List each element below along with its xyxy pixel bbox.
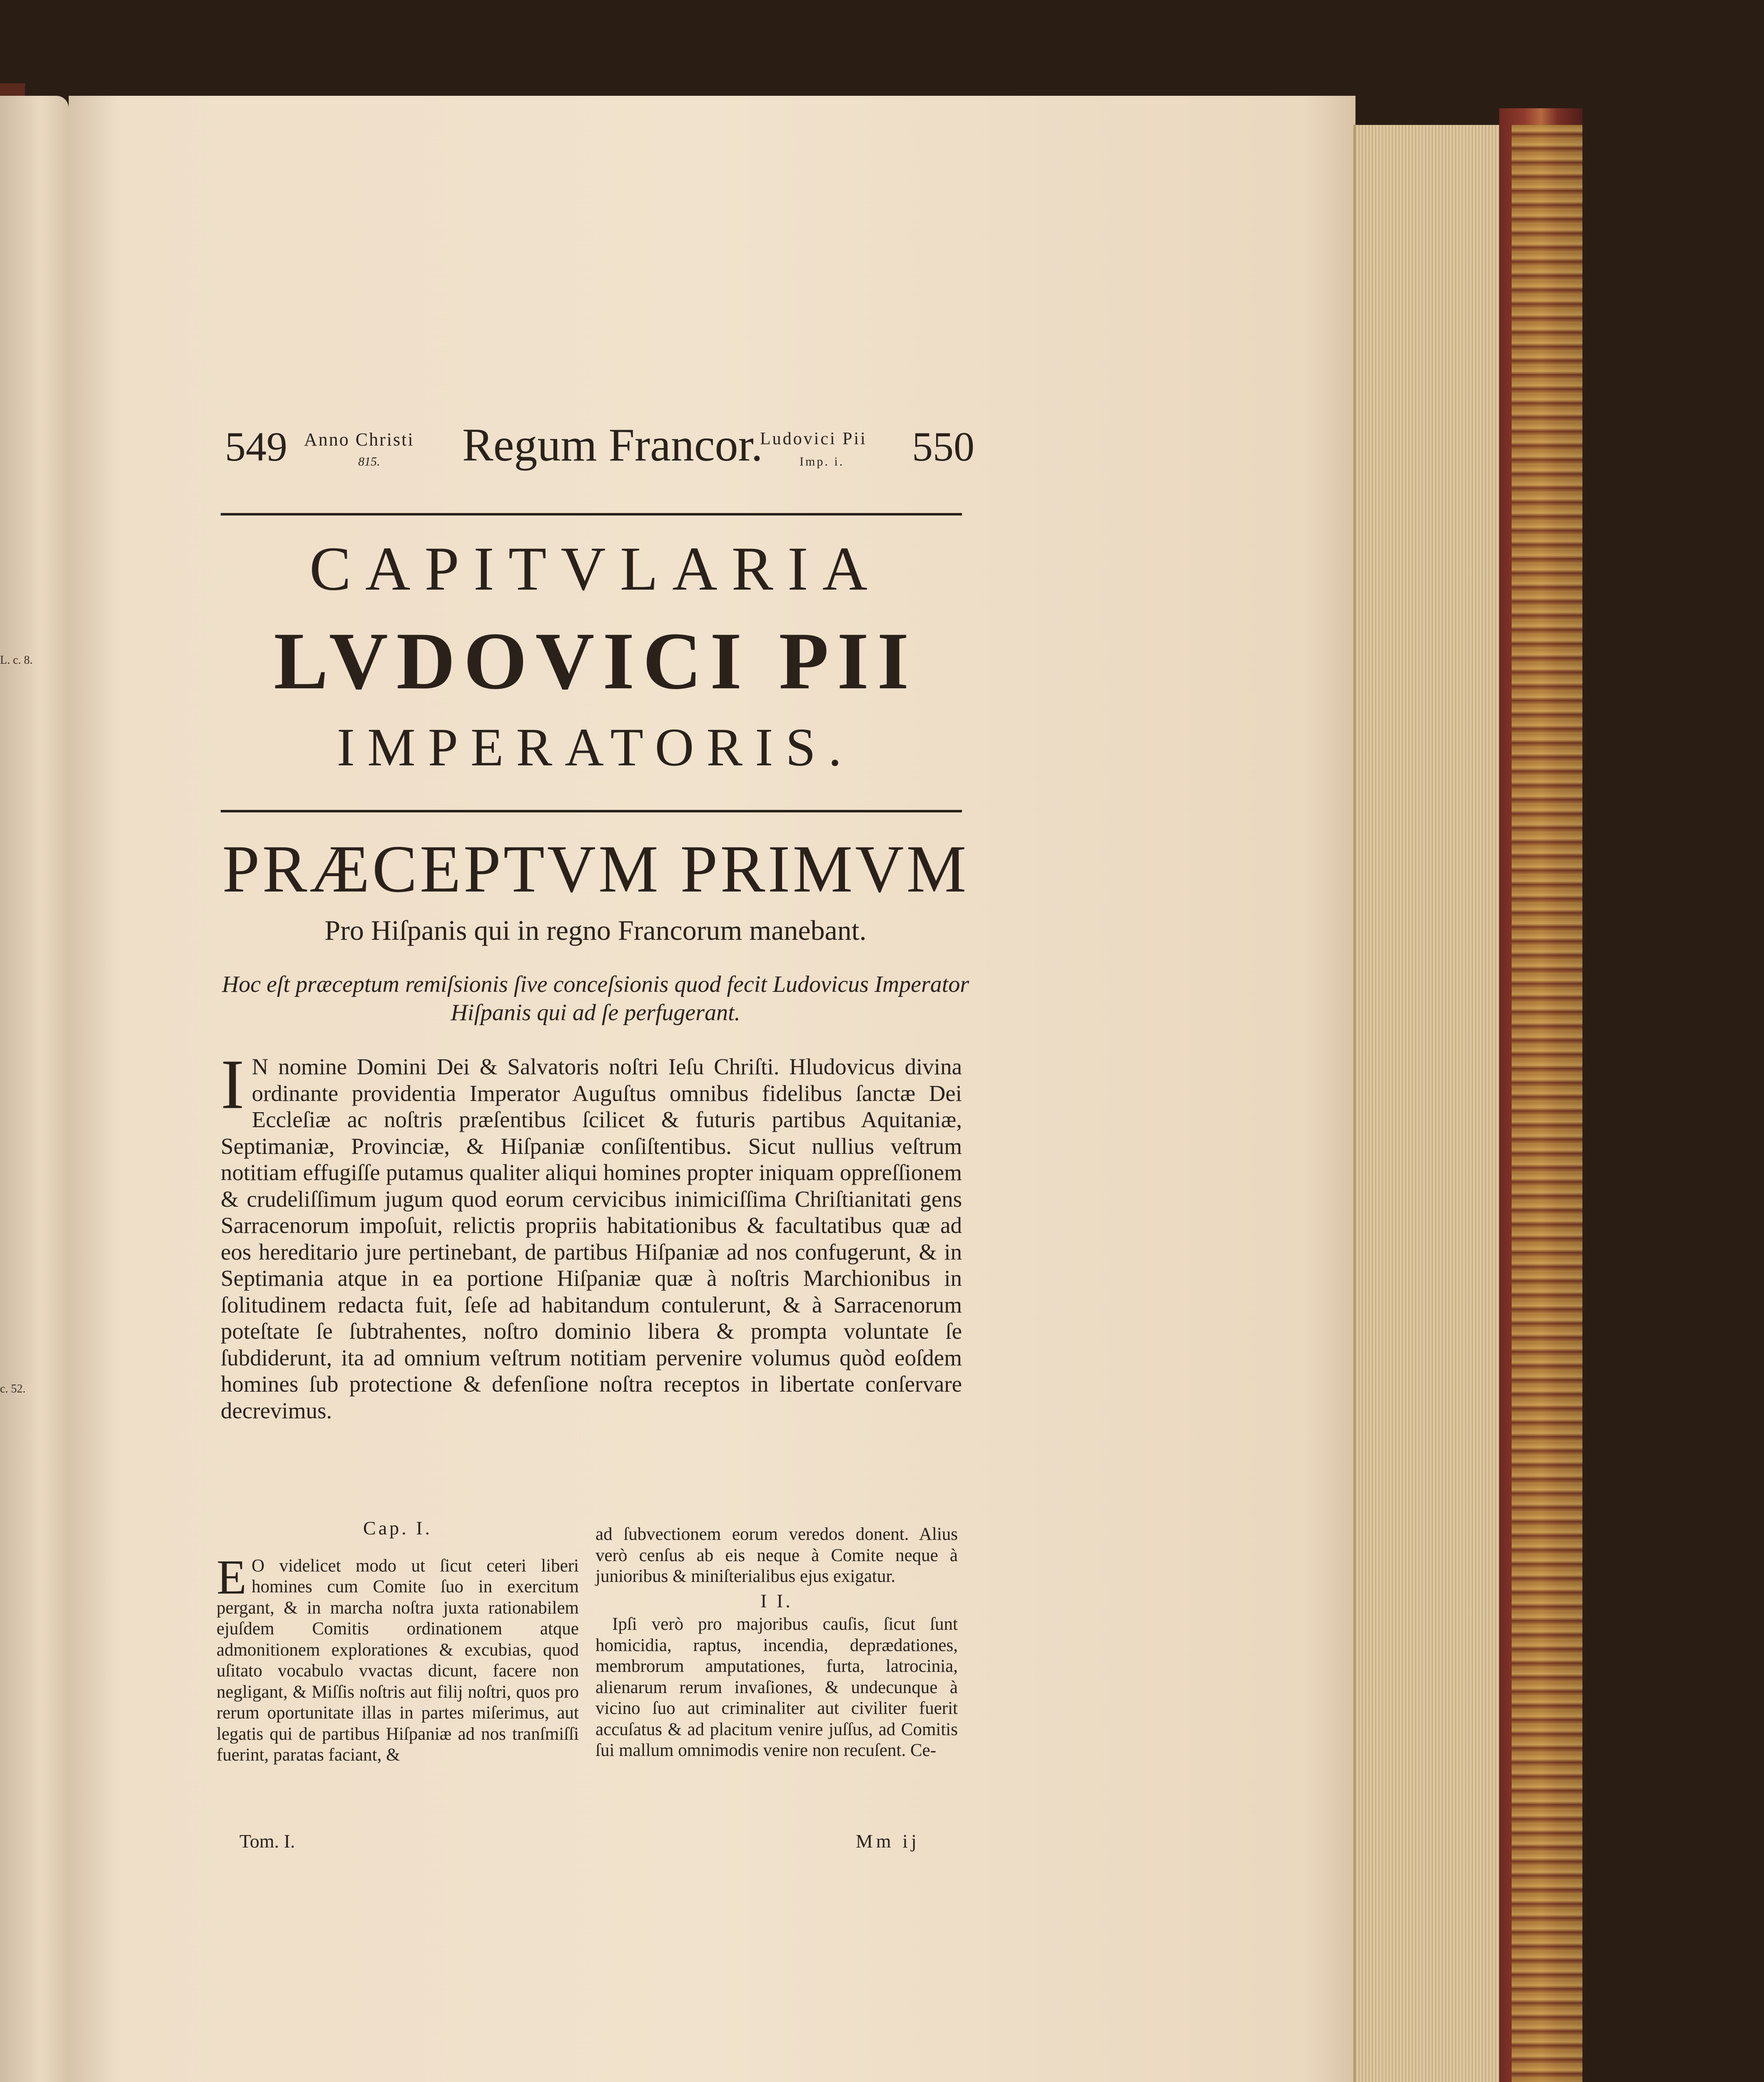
column-text: ad ſubvectionem eorum veredos donent. Alius verò cenſus ab eis neque à Comite neque à junioribus & miniſterialibus ejus exigatur.	[595, 1524, 958, 1586]
rule-top	[221, 513, 962, 516]
left-margin-note: L. c. 8.	[0, 654, 33, 667]
page-number-left: 549	[225, 423, 287, 470]
column-text: O videlicet modo ut ſicut ceteri liberi homines cum Comite ſuo in exercitum pergant, & in marcha noſtra juxta rationabilem ejuſdem Comitis ordinationem atque admonitionem explorationes & excubias, quod uſitato vocabulo vvactas dicunt, facere non negligant, & Miſſis noſtris aut filij noſtri, quos pro rerum oportunitate illas in partes miſerimus, aut legatis qui de partibus Hiſpaniæ ad nos tranſmiſſi fuerint, paratas faciant, &	[217, 1556, 579, 1765]
drop-cap: I	[221, 1045, 244, 1123]
body-paragraph	[221, 1045, 962, 1424]
body-text: N nomine Domini Dei & Salvatoris noſtri Ieſu Chriſti. Hludovicus divina ordinante providentia Imperator Auguſtus omnibus fidelibus ſanctæ Dei Eccleſiæ ac noſtris præſentibus ſcilicet & futuris partibus Aquitaniæ, Septimaniæ, Provinciæ, & Hiſpaniæ conſiſtentibus. Sicut nullius veſtrum notitiam effugiſſe putamus qualiter aliqui homines propter iniquam oppreſſionem & crudeliſſimum jugum quod eorum cervicibus inimiciſſima Chriſtianitati gens Sarracenorum impoſuit, relictis propriis habitationibus & facultatibus quæ ad eos hereditario jure pertinebant, de partibus Hiſpaniæ ad nos confugerunt, & in Septimania atque in ea portione Hiſpaniæ quæ à noſtris Marchionibus in ſolitudinem redacta fuit, ſeſe ad habitandum contulerunt, & à Sarracenorum poteſtate ſe ſubtrahentes, noſtro dominio libera & prompta voluntate ſe ſubdiderunt, ita ad omnium veſtrum notitiam pervenire volumus quòd eoſdem homines ſub protectione & defenſione noſtra receptos in libertate conſervare decrevimus.	[221, 1054, 962, 1423]
volume-label: Tom. I.	[239, 1830, 295, 1852]
title-line-2: LVDOVICI PII	[274, 616, 917, 706]
gilt-border	[1512, 125, 1582, 2082]
section-note-line: Hoc eſt præceptum remiſsionis ſive conceſsionis quod fecit Ludovicus Imperator	[222, 971, 969, 997]
column-right	[595, 1524, 958, 1761]
chapter-heading: Cap. I.	[363, 1517, 432, 1539]
running-head	[221, 421, 979, 479]
column-left	[217, 1518, 579, 1766]
ludovici-label: Ludovici Pii	[760, 429, 867, 448]
title-line-3: IMPERATORIS.	[336, 717, 855, 777]
left-margin-note: c. 52.	[0, 1382, 26, 1395]
section-note-line: Hiſpanis qui ad ſe perfugerant.	[451, 1000, 740, 1026]
left-page-edge	[0, 96, 69, 2082]
section-title: PRÆCEPTVM PRIMVM	[222, 832, 969, 907]
column-paragraph	[217, 1549, 579, 1766]
signature-mark: Mm ij	[856, 1830, 920, 1852]
anno-year: 815.	[358, 455, 380, 468]
column-text: Ipſi verò pro majoribus cauſis, ſicut ſunt homicidia, raptus, incendia, deprædationes, membrorum amputationes, furta, latrocinia, alienarum rerum invaſiones, & undecunque à vicino ſuo aut criminaliter aut civiliter fuerit accuſatus & ad placitum venire juſſus, ad Comitis ſui mallum omnimodis venire non recuſent. Ce-	[595, 1614, 958, 1760]
chapter-heading: I I.	[760, 1590, 793, 1611]
section-subtitle: Pro Hiſpanis qui in regno Francorum manebant.	[324, 914, 867, 946]
running-title: Regum Francor.	[462, 419, 763, 471]
drop-cap: E	[217, 1549, 247, 1604]
anno-label: Anno Christi	[304, 429, 414, 450]
section-note	[221, 970, 970, 1027]
rule-bottom	[221, 810, 962, 812]
page-block-edge	[1353, 125, 1518, 2082]
page-number-right: 550	[912, 423, 974, 470]
title-line-1: CAPITVLARIA	[309, 534, 882, 603]
imp-label: Imp. i.	[800, 455, 845, 468]
